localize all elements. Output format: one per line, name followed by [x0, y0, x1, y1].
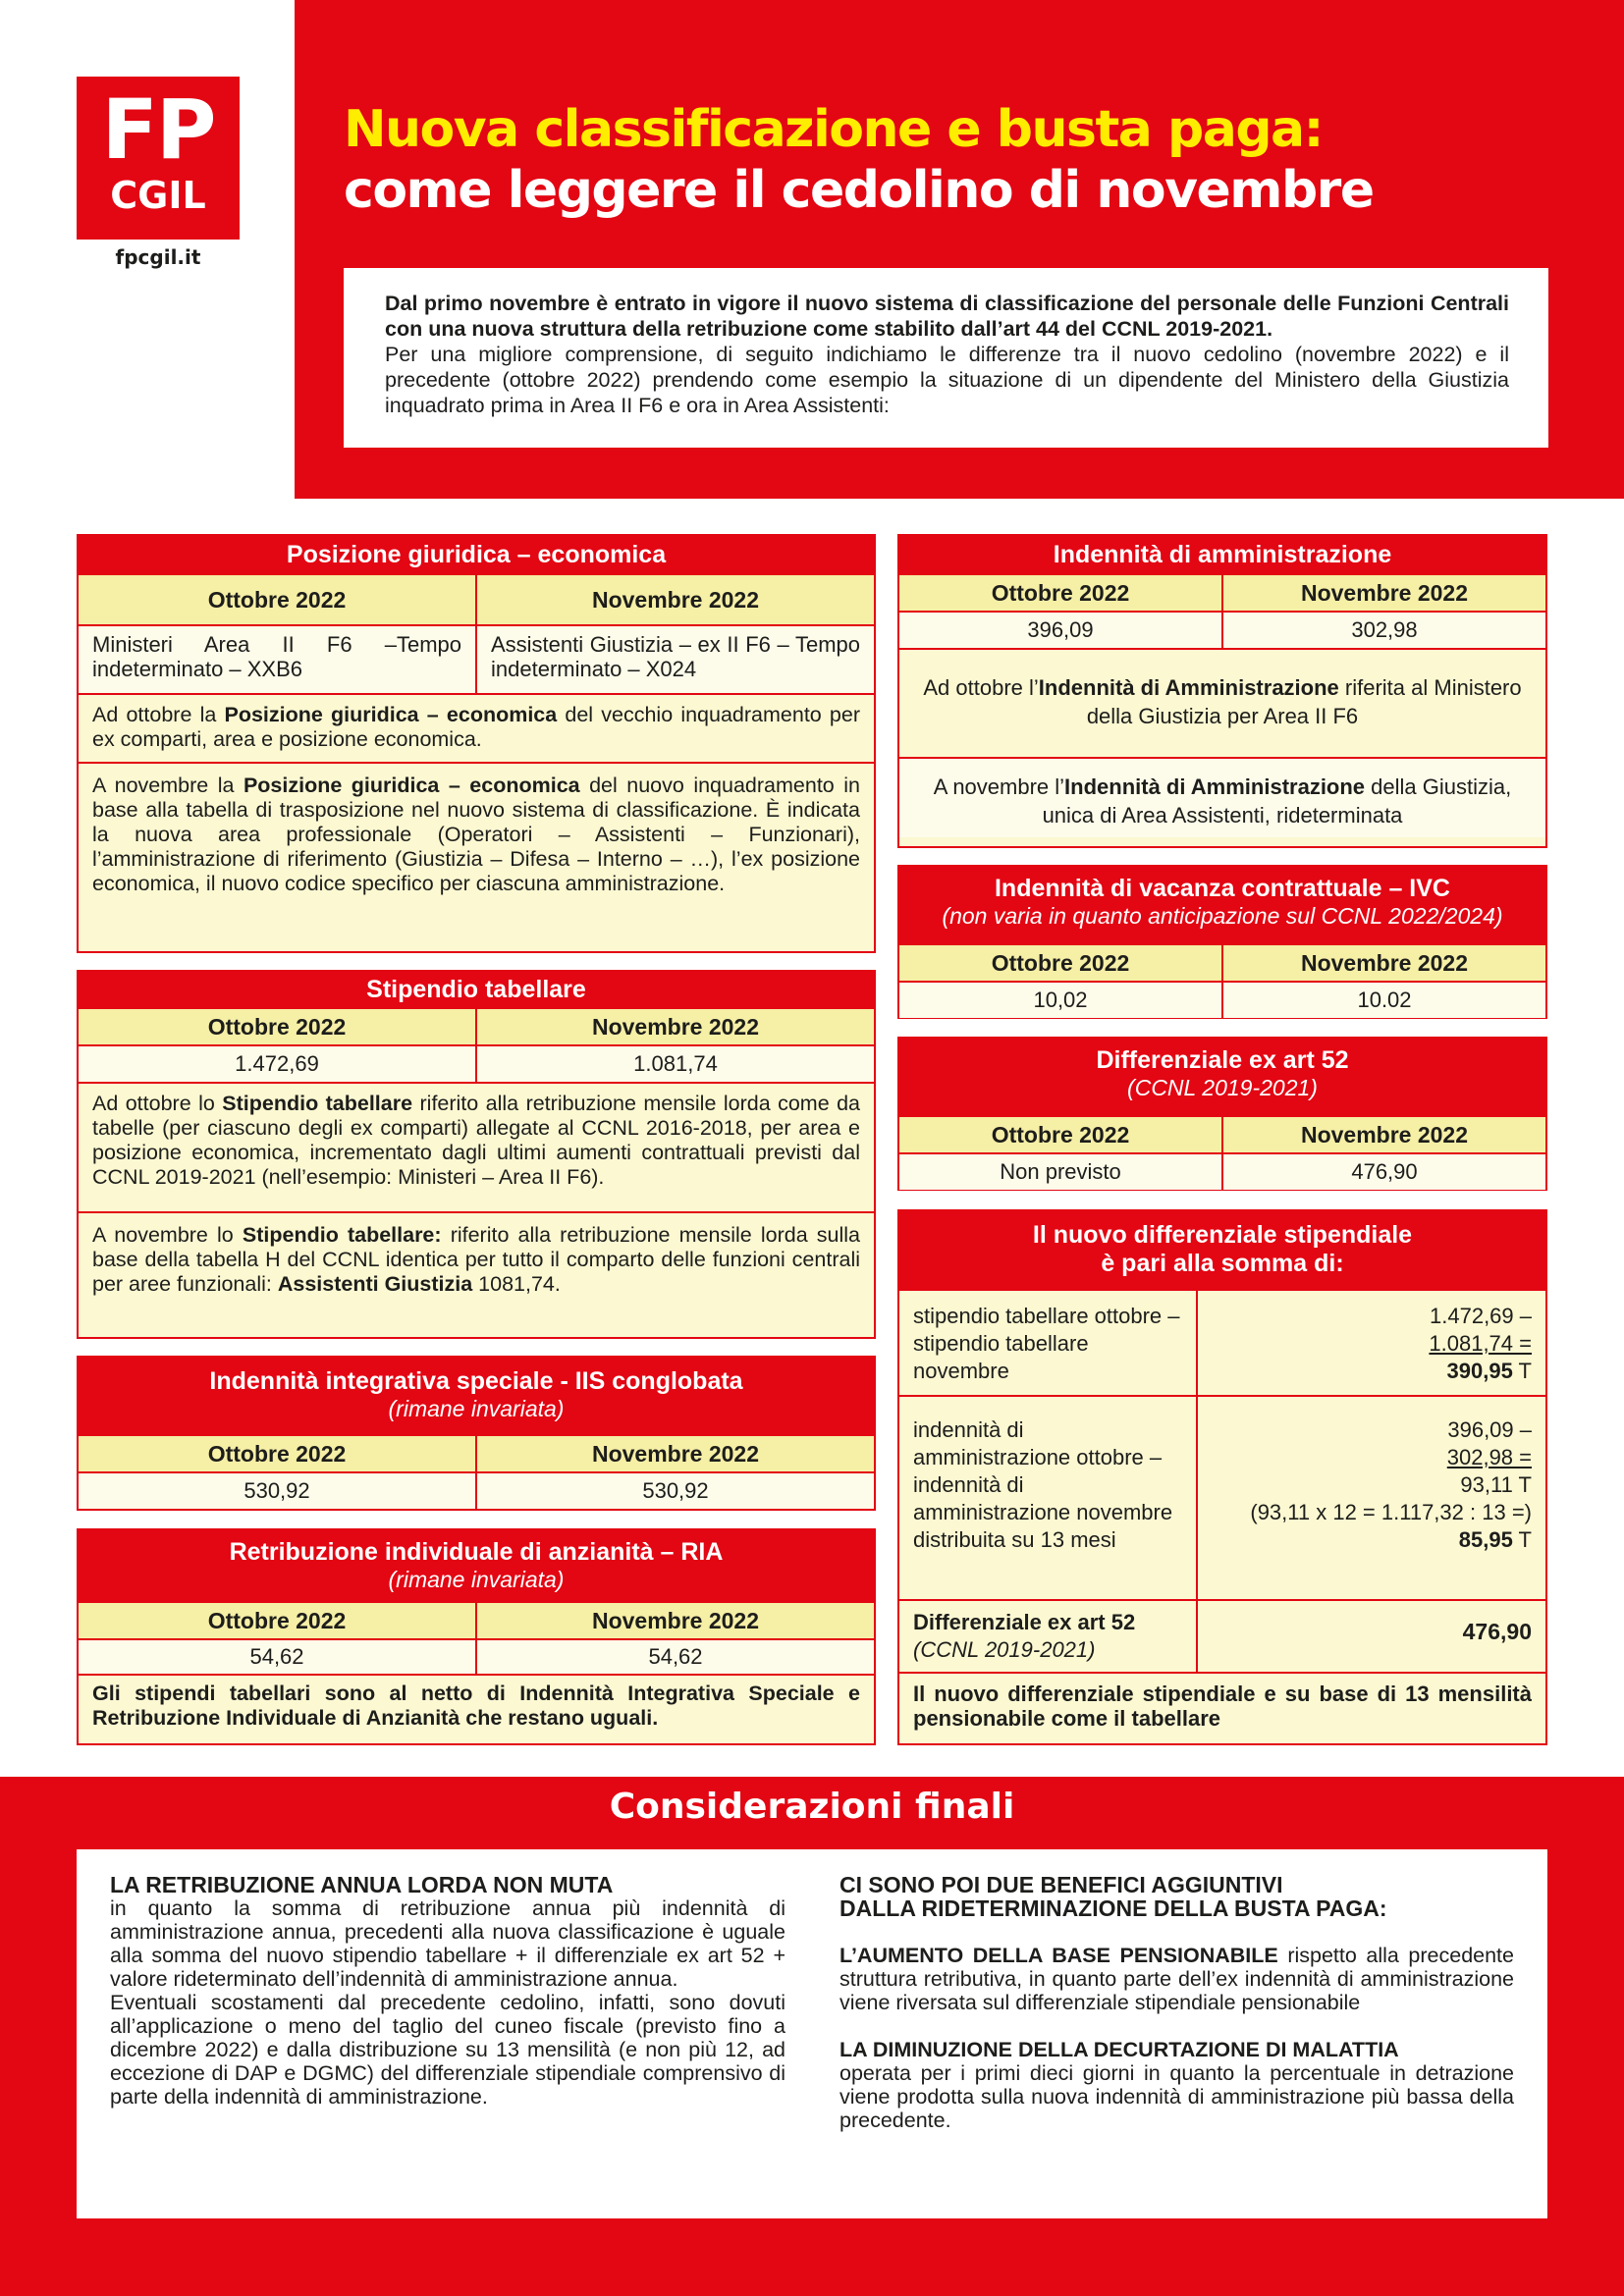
- diff52-box: [897, 1037, 1547, 1191]
- ria-novembre: 54,62: [475, 1640, 874, 1674]
- final-benefit-2-text: operata per i primi dieci giorni in quanto la percentuale in detrazione viene prodotta sulla nuova indennità di amministrazione più bassa della precedente.: [839, 2061, 1514, 2132]
- amministrazione-note-novembre: A novembre l’Indennità di Amministrazione della Giustizia, unica di Area Assistenti, rideterminata: [899, 757, 1545, 837]
- stipendio-value-row: [79, 1044, 874, 1082]
- logo-cgil: CGIL: [110, 174, 206, 217]
- intro-box: [344, 268, 1548, 448]
- nuovo-r1-values: 1.472,69 – 1.081,74 = 390,95 T: [1196, 1291, 1545, 1395]
- nuovo-r2-values: 396,09 – 302,98 = 93,11 T (93,11 x 12 = 1.117,32 : 13 =) 85,95 T: [1196, 1397, 1545, 1599]
- col-ottobre: Ottobre 2022: [79, 1603, 475, 1638]
- amministrazione-novembre: 302,98: [1221, 613, 1545, 648]
- iis-value-row: [79, 1471, 874, 1509]
- amministrazione-title: Indennità di amministrazione: [899, 536, 1545, 573]
- iis-novembre: 530,92: [475, 1473, 874, 1509]
- nuovo-note: Il nuovo differenziale stipendiale e su base di 13 mensilità pensionabile come il tabellare: [899, 1672, 1545, 1738]
- posizione-box: [77, 534, 876, 953]
- col-ottobre: Ottobre 2022: [899, 1117, 1221, 1152]
- ria-note: Gli stipendi tabellari sono al netto di Indennità Integrativa Speciale e Retribuzione Individuale di Anzianità che restano uguali.: [79, 1674, 874, 1738]
- page-title-line2: come leggere il cedolino di novembre: [344, 161, 1374, 220]
- nuovo-row-amministrazione: [899, 1395, 1545, 1599]
- stipendio-note-ottobre: Ad ottobre lo Stipendio tabellare riferito alla retribuzione mensile lorda come da tabelle (per ciascuno degli ex comparti) allegate al CCNL 2016-2018, per area e posizione economica, incrementato dagli ultimi aumenti contrattuali previsti dal CCNL 2019-2021 (nell’esempio: Ministeri – Area II F6).: [79, 1082, 874, 1211]
- diff52-subtitle: (CCNL 2019-2021): [1127, 1075, 1318, 1100]
- ivc-value-row: [899, 981, 1545, 1018]
- ivc-subtitle: (non varia in quanto anticipazione sul CCNL 2022/2024): [942, 903, 1503, 929]
- col-novembre: Novembre 2022: [475, 1603, 874, 1638]
- stipendio-header-row: [79, 1007, 874, 1044]
- stipendio-novembre: 1.081,74: [475, 1046, 874, 1082]
- ria-subtitle: (rimane invariata): [388, 1567, 565, 1592]
- amministrazione-value-row: [899, 611, 1545, 648]
- col-ottobre: Ottobre 2022: [79, 1436, 475, 1471]
- iis-subtitle: (rimane invariata): [388, 1396, 565, 1421]
- ivc-title: Indennità di vacanza contrattuale – IVC: [994, 875, 1450, 902]
- diff52-title: Differenziale ex art 52: [1096, 1046, 1349, 1074]
- final-left-p2: Eventuali scostamenti dal precedente cedolino, infatti, sono dovuti all’applicazione o meno del taglio del cuneo fiscale (previsto fino a dicembre 2022) e dalla distribuzione su 13 mensilità (e non più 12, ad eccezione di DAP e DGMC) del differenziale stipendiale comprensivo di parte della indennità di amministrazione.: [110, 1991, 785, 2109]
- stipendio-title: Stipendio tabellare: [79, 972, 874, 1007]
- nuovo-title2: è pari alla somma di:: [1101, 1250, 1344, 1277]
- nuovo-row-stipendio: [899, 1289, 1545, 1395]
- stipendio-box: [77, 970, 876, 1339]
- ria-header-row: [79, 1601, 874, 1638]
- posizione-ottobre: Ministeri Area II F6 –Tempo indeterminato – XXB6: [79, 626, 475, 693]
- final-right-heading2: DALLA RIDETERMINAZIONE DELLA BUSTA PAGA:: [839, 1896, 1387, 1921]
- amministrazione-box: [897, 534, 1547, 848]
- diff52-ottobre: Non previsto: [899, 1154, 1221, 1190]
- site-link[interactable]: fpcgil.it: [115, 245, 201, 269]
- ria-value-row: [79, 1638, 874, 1674]
- posizione-note-ottobre: Ad ottobre la Posizione giuridica – economica del vecchio inquadramento per ex comparti, area e posizione economica.: [79, 693, 874, 762]
- nuovo-title1: Il nuovo differenziale stipendiale: [1032, 1221, 1413, 1249]
- logo-fp: FP: [101, 81, 215, 178]
- nuovo-header: [899, 1211, 1545, 1289]
- ivc-box: [897, 865, 1547, 1019]
- iis-ottobre: 530,92: [79, 1473, 475, 1509]
- amministrazione-note-ottobre: Ad ottobre l’Indennità di Amministrazione riferita al Ministero della Giustizia per Area II F6: [899, 648, 1545, 757]
- final-left: [110, 1873, 785, 2109]
- nuovo-differenziale-box: [897, 1209, 1547, 1745]
- col-novembre: Novembre 2022: [1221, 1117, 1545, 1152]
- ivc-ottobre: 10,02: [899, 983, 1221, 1018]
- diff52-header: [899, 1039, 1545, 1115]
- final-benefit-1: L’AUMENTO DELLA BASE PENSIONABILE rispetto alla precedente struttura retributiva, in quanto parte dell’ex indennità di amministrazione viene riversata sul differenziale stipendiale pensionabile: [839, 1944, 1514, 2014]
- col-ottobre: Ottobre 2022: [79, 1009, 475, 1044]
- diff52-novembre: 476,90: [1221, 1154, 1545, 1190]
- page-title-line1: Nuova classificazione e busta paga:: [344, 100, 1323, 159]
- final-title: Considerazioni finali: [609, 1787, 1015, 1827]
- posizione-value-row: [79, 624, 874, 693]
- posizione-header-row: [79, 573, 874, 624]
- posizione-note-novembre: A novembre la Posizione giuridica – economica del nuovo inquadramento in base alla tabella di trasposizione nel nuovo sistema di classificazione. È indicata la nuova area professionale (Operatori – Assistenti – Funzionari), l’amministrazione di riferimento (Giustizia – Difesa – Interno – …), l’ex posizione economica, il nuovo codice specifico per ciascuna amministrazione.: [79, 762, 874, 904]
- final-right: [839, 1873, 1514, 2132]
- amministrazione-header-row: [899, 573, 1545, 611]
- col-novembre: Novembre 2022: [475, 1009, 874, 1044]
- nuovo-r2-label: indennità di amministrazione ottobre – indennità di amministrazione novembre distribuita su 13 mesi: [913, 1417, 1173, 1552]
- intro-bold: Dal primo novembre è entrato in vigore il nuovo sistema di classificazione del personale delle Funzioni Centrali con una nuova struttura della retribuzione come stabilito dall’art 44 del CCNL 2019-2021.: [385, 292, 1509, 341]
- iis-header: [79, 1358, 874, 1434]
- ria-box: [77, 1528, 876, 1745]
- iis-title: Indennità integrativa speciale - IIS conglobata: [209, 1367, 743, 1395]
- diff52-value-row: [899, 1152, 1545, 1190]
- final-benefit-2-heading: LA DIMINUZIONE DELLA DECURTAZIONE DI MALATTIA: [839, 2038, 1399, 2061]
- col-novembre: Novembre 2022: [1221, 945, 1545, 981]
- amministrazione-ottobre: 396,09: [899, 613, 1221, 648]
- intro-text: Per una migliore comprensione, di seguito indichiamo le differenze tra il nuovo cedolino (novembre 2022) e il precedente (ottobre 2022) prendendo come esempio la situazione di un dipendente del Ministero della Giustizia inquadrato prima in Area II F6 e ora in Area Assistenti:: [385, 343, 1509, 417]
- stipendio-ottobre: 1.472,69: [79, 1046, 475, 1082]
- fp-cgil-logo: [77, 77, 240, 240]
- iis-header-row: [79, 1434, 874, 1471]
- nuovo-r1-label: stipendio tabellare ottobre – stipendio tabellare novembre: [913, 1304, 1180, 1383]
- posizione-title: Posizione giuridica – economica: [79, 536, 874, 573]
- ivc-header: [899, 867, 1545, 943]
- ivc-novembre: 10.02: [1221, 983, 1545, 1018]
- nuovo-r3-label: Differenziale ex art 52 (CCNL 2019-2021): [913, 1610, 1136, 1662]
- col-ottobre: Ottobre 2022: [899, 945, 1221, 981]
- nuovo-row-diff52: [899, 1599, 1545, 1672]
- final-right-heading1: CI SONO POI DUE BENEFICI AGGIUNTIVI: [839, 1872, 1283, 1897]
- diff52-header-row: [899, 1115, 1545, 1152]
- iis-box: [77, 1356, 876, 1511]
- ria-title: Retribuzione individuale di anzianità – RIA: [229, 1538, 724, 1566]
- final-left-heading: LA RETRIBUZIONE ANNUA LORDA NON MUTA: [110, 1872, 614, 1897]
- posizione-novembre: Assistenti Giustizia – ex II F6 – Tempo indeterminato – X024: [475, 626, 874, 693]
- col-ottobre: Ottobre 2022: [79, 575, 475, 624]
- col-novembre: Novembre 2022: [475, 1436, 874, 1471]
- col-novembre: Novembre 2022: [475, 575, 874, 624]
- col-novembre: Novembre 2022: [1221, 575, 1545, 611]
- ria-ottobre: 54,62: [79, 1640, 475, 1674]
- final-left-p1: in quanto la somma di retribuzione annua più indennità di amministrazione annua, precedenti alla nuova classificazione è uguale alla somma del nuovo stipendio tabellare + il differenziale ex art 52 + valore rideterminato dell’indennità di amministrazione annua.: [110, 1896, 785, 1991]
- ria-header: [79, 1530, 874, 1601]
- final-box: [77, 1849, 1547, 2218]
- col-ottobre: Ottobre 2022: [899, 575, 1221, 611]
- nuovo-r3-value: 476,90: [1196, 1601, 1545, 1672]
- ivc-header-row: [899, 943, 1545, 981]
- stipendio-note-novembre: A novembre lo Stipendio tabellare: riferito alla retribuzione mensile lorda sulla base della tabella H del CCNL identica per tutto il comparto delle funzioni centrali per aree funzionali: Assistenti Giustizia 1081,74.: [79, 1211, 874, 1305]
